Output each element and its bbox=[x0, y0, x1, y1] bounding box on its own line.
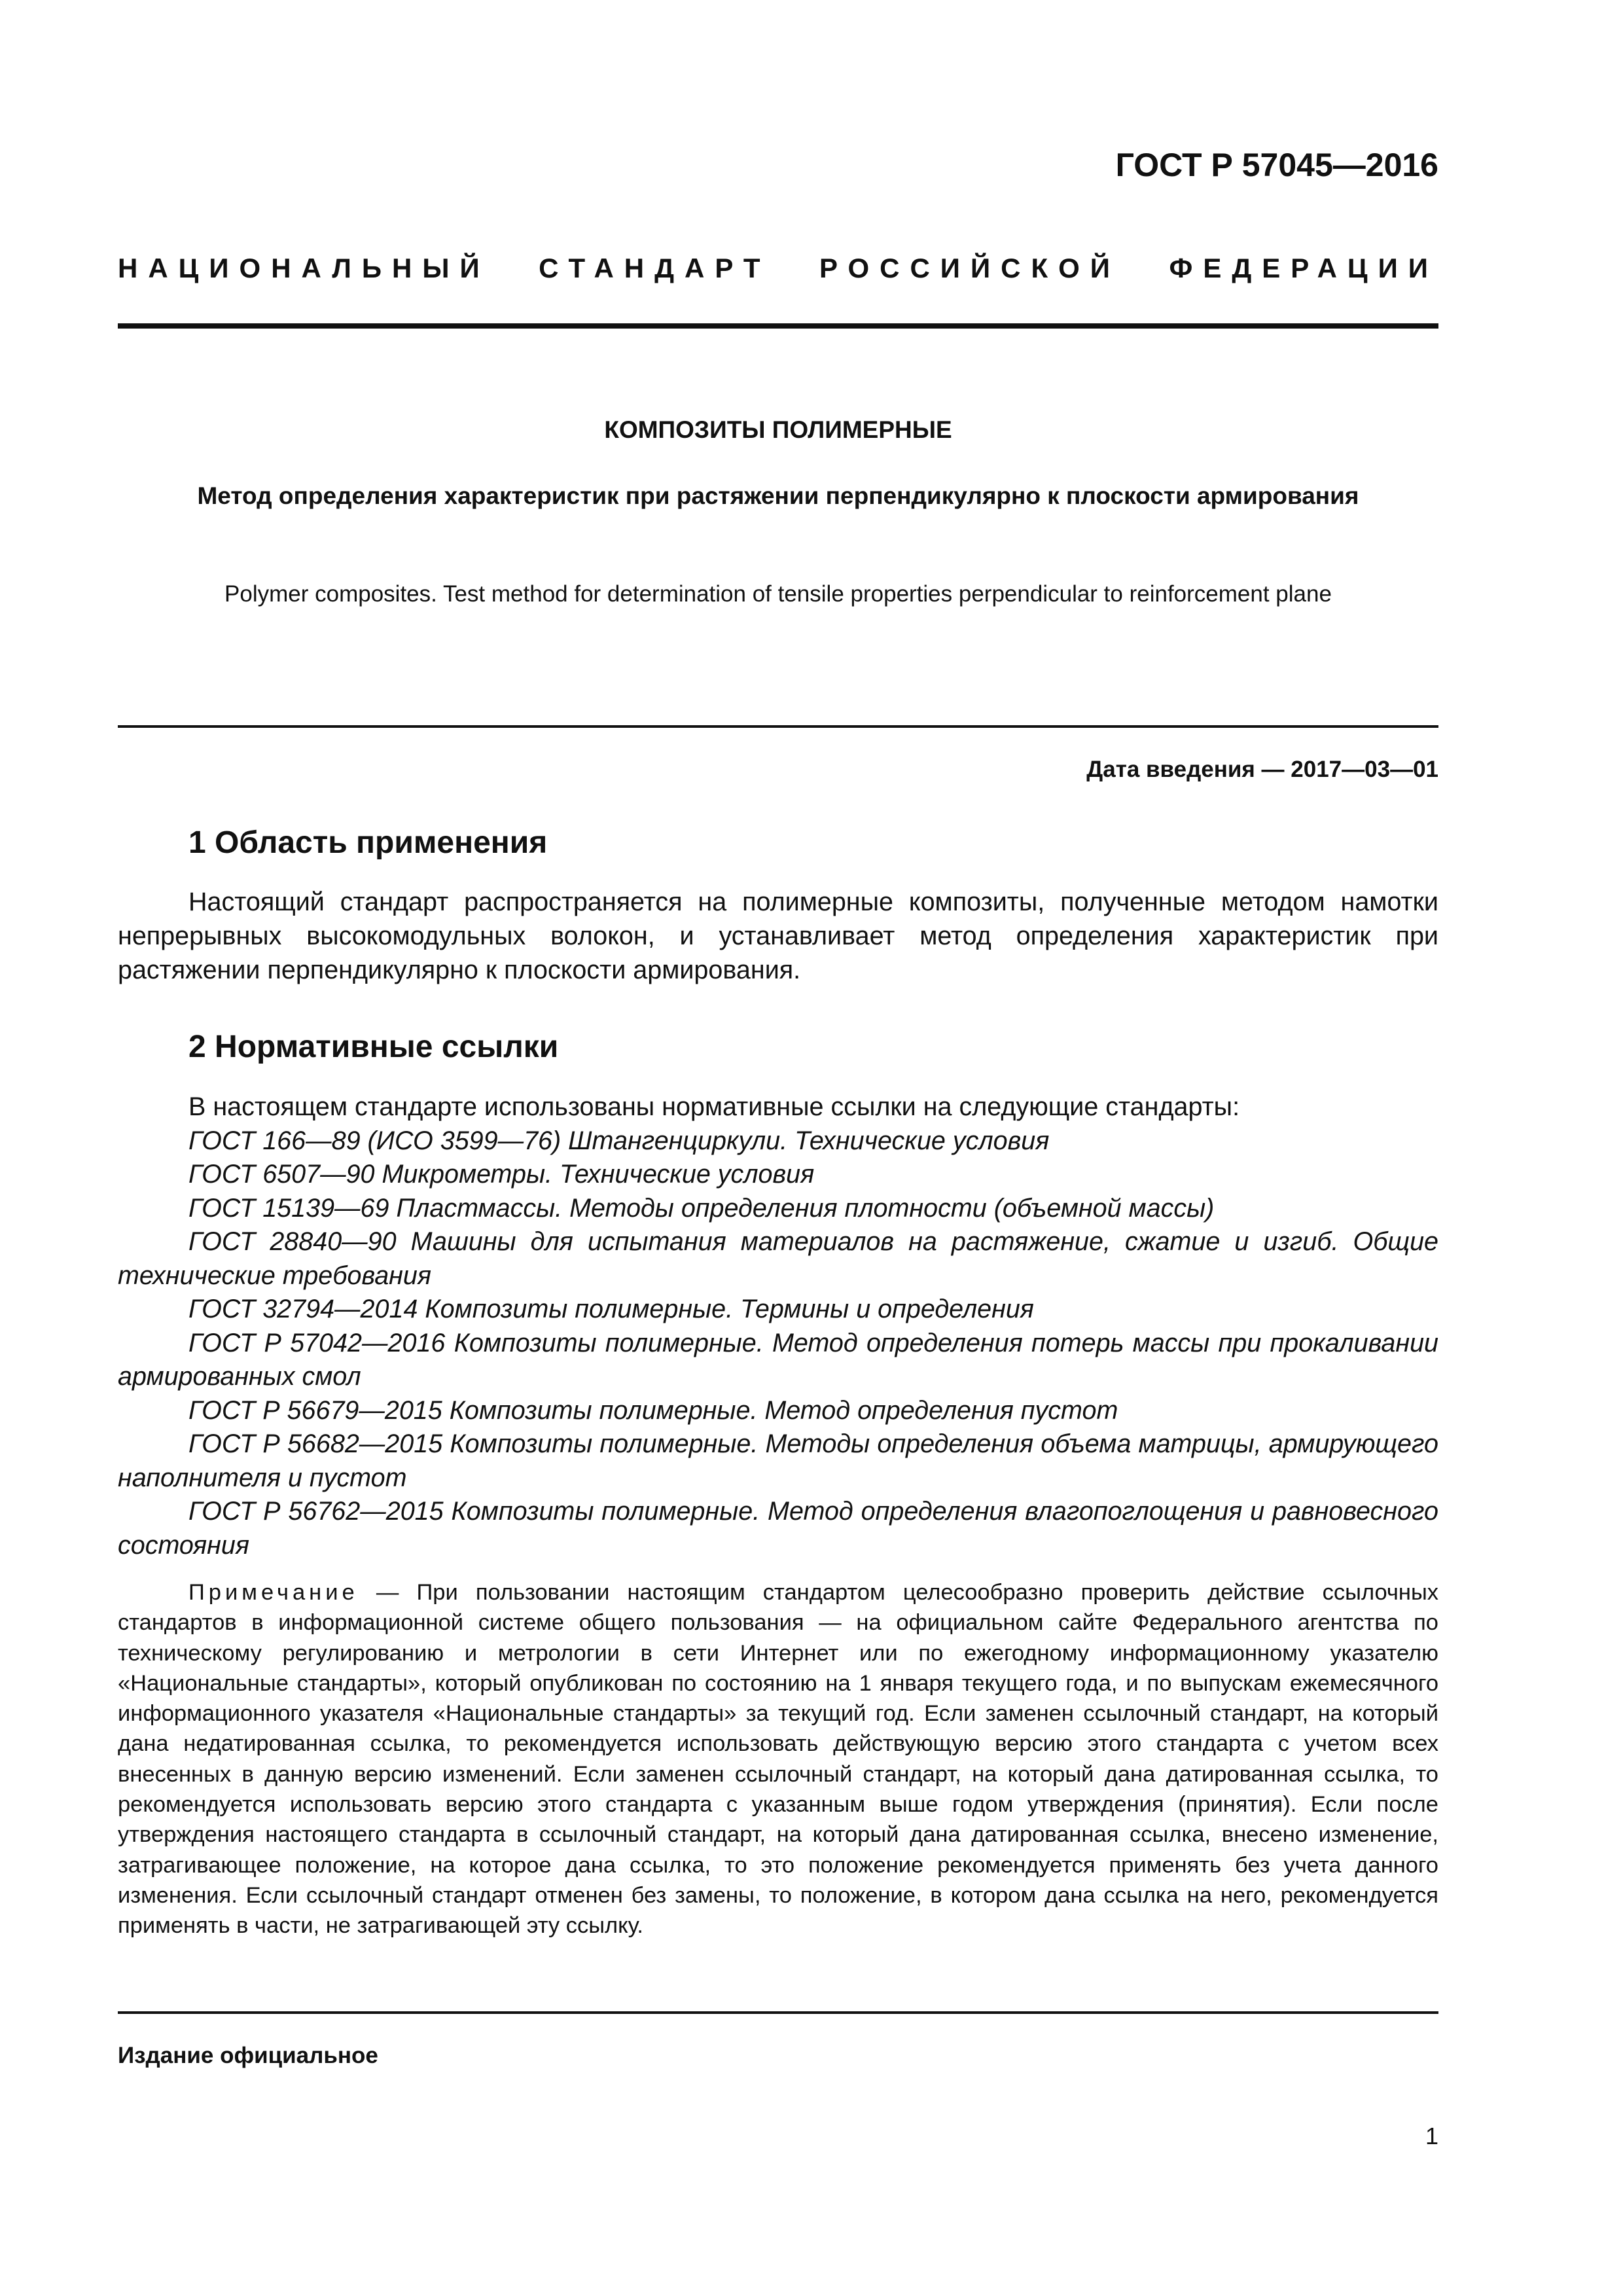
reference-item: ГОСТ 32794—2014 Композиты полимерные. Термины и определения bbox=[188, 1295, 1034, 1323]
document-page bbox=[118, 0, 1438, 2296]
national-standard-heading: НАЦИОНАЛЬНЫЙ СТАНДАРТ РОССИЙСКОЙ ФЕДЕРАЦИИ bbox=[118, 253, 1438, 283]
reference-item: ГОСТ Р 57042—2016 Композиты полимерные. Метод определения потерь массы при прокаливании армированных смол bbox=[118, 1328, 1438, 1391]
document-title-english: Polymer composites. Test method for determination of tensile properties perpendicular to reinforcement plane bbox=[224, 581, 1332, 607]
note-label: Примечание bbox=[188, 1580, 359, 1605]
document-subtitle: Метод определения характеристик при растяжении перпендикулярно к плоскости армирования bbox=[197, 482, 1359, 509]
title-rule bbox=[118, 725, 1438, 728]
document-title: КОМПОЗИТЫ ПОЛИМЕРНЫЕ bbox=[604, 416, 952, 443]
note-text: — При пользовании настоящим стандартом целесообразно проверить действие ссылочных стандартов в информационной системе общего пользования — на официальном сайте Федерального агентства по техническому регулированию и метрологии в сети Интернет или по ежегодному информационному указателю «Национальные стандарты», который опубликован по состоянию на 1 января текущего года, и по выпускам ежемесячного информационного указателя «Национальные стандарты» за текущий год. Если заменен ссылочный стандарт, на который дана недатированная ссылка, то рекомендуется использовать действующую версию этого стандарта с учетом всех внесенных в данную версию изменений. Если заменен ссылочный стандарт, на который дана датированная ссылка, то рекомендуется использовать версию этого стандарта с указанным выше годом утверждения (принятия). Если после утверждения настоящего стандарта в ссылочный стандарт, на который дана датированная ссылка, внесено изменение, затрагивающее положение, на которое дана ссылка, то это положение рекомендуется применять без учета данного изменения. Если ссылочный стандарт отменен без замены, то положение, в котором дана ссылка на него, рекомендуется применять в части, не затрагивающей эту ссылку. bbox=[118, 1580, 1438, 1939]
document-code: ГОСТ Р 57045—2016 bbox=[1115, 147, 1438, 183]
reference-item: ГОСТ 15139—69 Пластмассы. Методы определения плотности (объемной массы) bbox=[188, 1193, 1215, 1223]
section-1-heading: 1 Область применения bbox=[188, 825, 548, 860]
references-note bbox=[118, 1577, 1438, 1941]
reference-item: ГОСТ 6507—90 Микрометры. Технические условия bbox=[188, 1160, 815, 1189]
reference-item: ГОСТ Р 56762—2015 Композиты полимерные. Метод определения влагопоглощения и равновесного состояния bbox=[118, 1497, 1438, 1560]
reference-item: ГОСТ 166—89 (ИСО 3599—76) Штангенциркули. Технические условия bbox=[188, 1126, 1050, 1155]
footer-rule bbox=[118, 2011, 1438, 2014]
introduction-date: Дата введения — 2017—03—01 bbox=[1086, 757, 1438, 782]
reference-item: ГОСТ Р 56682—2015 Композиты полимерные. Методы определения объема матрицы, армирующего наполнителя и пустот bbox=[118, 1429, 1438, 1492]
references-intro: В настоящем стандарте использованы нормативные ссылки на следующие стандарты: bbox=[188, 1092, 1240, 1121]
official-edition-label: Издание официальное bbox=[118, 2043, 378, 2068]
normative-references bbox=[118, 1090, 1438, 1562]
section-2-heading: 2 Нормативные ссылки bbox=[188, 1030, 559, 1064]
reference-item: ГОСТ Р 56679—2015 Композиты полимерные. Метод определения пустот bbox=[188, 1395, 1118, 1425]
reference-item: ГОСТ 28840—90 Машины для испытания материалов на растяжение, сжатие и изгиб. Общие технические требования bbox=[118, 1227, 1438, 1290]
header-rule bbox=[118, 323, 1438, 329]
page-number: 1 bbox=[1425, 2123, 1438, 2149]
section-1-text: Настоящий стандарт распространяется на полимерные композиты, полученные методом намотки непрерывных высокомодульных волокон, и устанавливает метод определения характеристик при растяжении перпендикулярно к плоскости армирования. bbox=[118, 888, 1438, 984]
